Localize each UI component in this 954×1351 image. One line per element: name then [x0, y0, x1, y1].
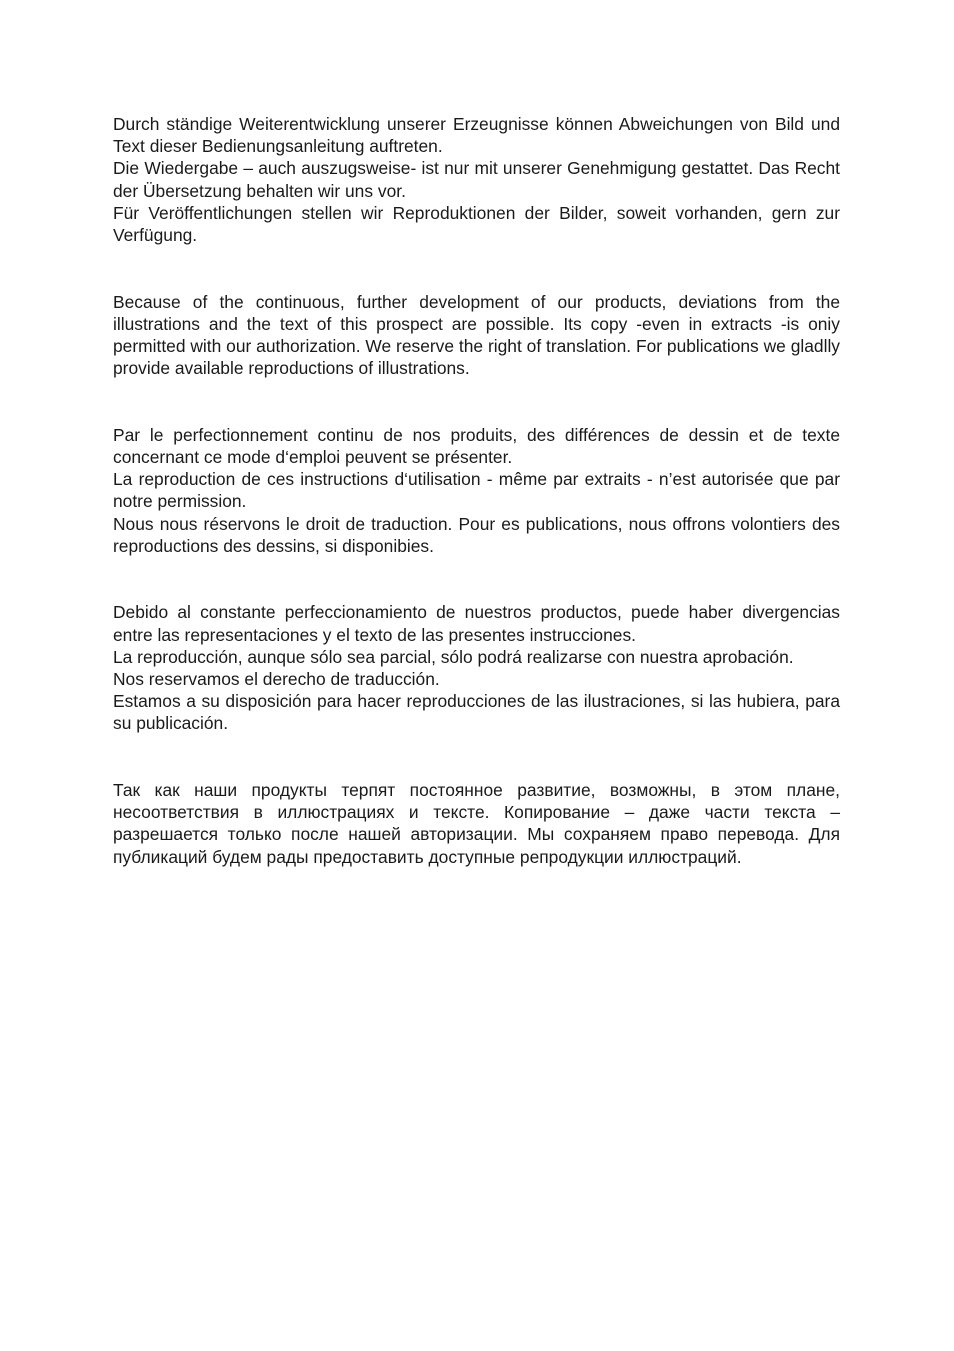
notice-paragraph: Nous nous réservons le droit de traduction. Pour es publications, nous offrons volontiers des reproductions des dessins, si disponibies. [113, 513, 840, 556]
notice-section-russian [113, 779, 840, 868]
notice-section-french [113, 424, 840, 557]
document-page [113, 113, 840, 868]
notice-paragraph: Für Veröffentlichungen stellen wir Reproduktionen der Bilder, soweit vorhanden, gern zur Verfügung. [113, 202, 840, 246]
notice-paragraph: La reproduction de ces instructions d‘utilisation - même par extraits - n’est autorisée que par notre permission. [113, 469, 840, 512]
notice-paragraph: Так как наши продукты терпят постоянное развитие, возможны, в этом плане, несоответствия в иллюстрациях и тексте. Копирование – даже части текста – разрешается только после нашей авторизации. Мы сохраняем право перевода. Для публикаций будем рады предоставить доступные репродукции иллюстраций. [113, 780, 840, 867]
notice-paragraph: Estamos a su disposición para hacer reproducciones de las ilustraciones, si las hubiera, para su publicación. [113, 691, 840, 734]
notice-paragraph: Nos reservamos el derecho de traducción. [113, 669, 440, 690]
notice-paragraph: Debido al constante perfeccionamiento de nuestros productos, puede haber divergencias entre las representaciones y el texto de las presentes instrucciones. [113, 602, 840, 645]
notice-paragraph: La reproducción, aunque sólo sea parcial, sólo podrá realizarse con nuestra aprobación. [113, 646, 794, 667]
notice-section-german [113, 113, 840, 246]
notice-paragraph: Because of the continuous, further development of our products, deviations from the illustrations and the text of this prospect are possible. Its copy -even in extracts -is oniy permitted with our authorization. We reserve the right of translation. For publications we gladlly provide available reproductions of illustrations. [113, 291, 840, 379]
notice-paragraph: Die Wiedergabe – auch auszugsweise- ist nur mit unserer Genehmigung gestattet. Das Recht der Übersetzung behalten wir uns vor. [113, 158, 840, 201]
notice-section-english [113, 291, 840, 380]
notice-paragraph: Par le perfectionnement continu de nos produits, des différences de dessin et de texte concernant ce mode d‘emploi peuvent se présenter. [113, 424, 840, 468]
notice-paragraph: Durch ständige Weiterentwicklung unserer Erzeugnisse können Abweichungen von Bild und Text dieser Bedienungsanleitung auftreten. [113, 114, 840, 157]
notice-section-spanish [113, 601, 840, 734]
